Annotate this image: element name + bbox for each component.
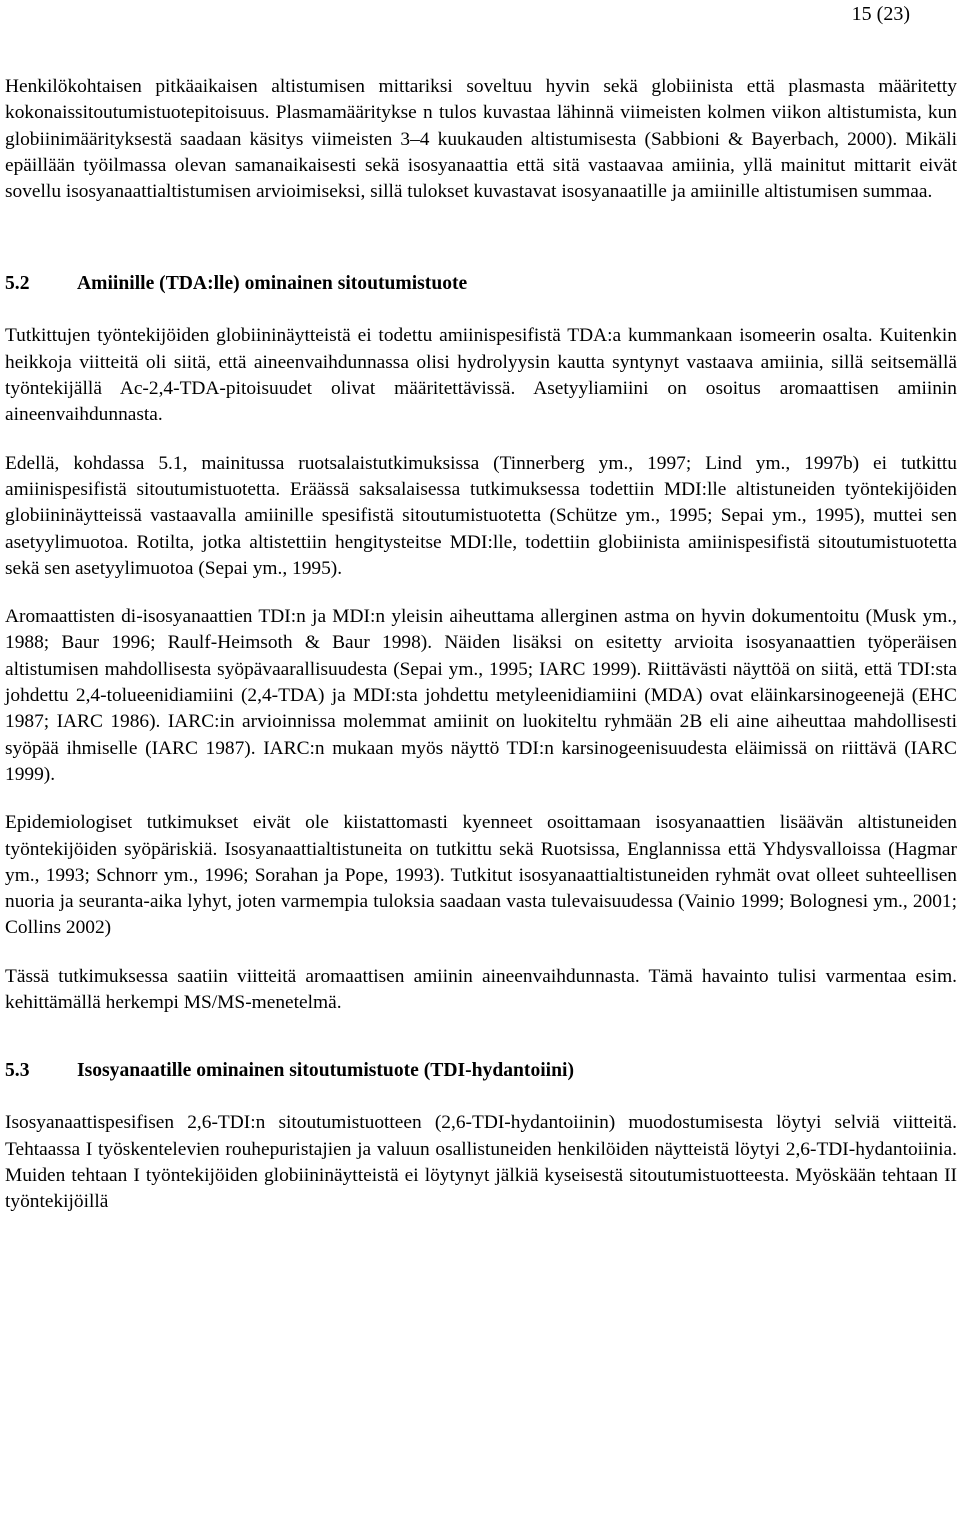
paragraph-swedish-studies: Edellä, kohdassa 5.1, mainitussa ruotsalaistutkimuksissa (Tinnerberg ym., 1997; Lind ym., 1997b) ei tutkittu amiinispesifistä sitoutumistuotetta. Eräässä saksalaisessa tutkimuksessa todettiin MDI:lle altistuneiden työntekijöiden globiininäytteissä vastaavalla amiinille spesifistä sitoutumistuotetta (Schütze ym., 1995; Sepai ym., 1995), muttei sen asetyylimuotoa. Rotilta, jotka altistettiin hengitysteitse MDI:lle, todettiin globiinista amiinispesifistä sitoutumistuotetta sekä sen asetyylimuotoa (Sepai ym., 1995).	[5, 452, 957, 579]
document-body	[5, 74, 957, 1216]
paragraph-biomonitoring-summary: Henkilökohtaisen pitkäaikaisen altistumisen mittariksi soveltuu hyvin sekä globiinista että plasmasta määritetty kokonaissitoutumistuotepitoisuus. Plasmamääritykse n tulos kuvastaa lähinnä viimeisten kolmen viikon altistumista, kun globiinimäärityksestä saadaan käsitys viimeisten 3–4 kuukauden altistumisesta (Sabbioni & Bayerbach, 2000). Mikäli epäillään työilmassa olevan samanaikaisesti sekä isosyanaattia että sitä vastaavaa amiinia, yllä mainitut mittarit eivät sovellu isosyanaattialtistumisen arvioimiseksi, sillä tulokset kuvastavat isosyanaatille ja amiinille altistumisen summaa.	[5, 76, 957, 203]
paragraph-carcinogenicity: Aromaattisten di-isosyanaattien TDI:n ja MDI:n yleisin aiheuttama allerginen astma on hyvin dokumentoitu (Musk ym., 1988; Baur 1996; Raulf-Heimsoth & Baur 1998). Näiden lisäksi on esitetty arvioita isosyanaattien työperäisen altistumisen mahdollisesta syöpävaarallisuudesta (Sepai ym., 1995; IARC 1999). Riittävästi näyttöä on siitä, että TDI:sta johdettu 2,4-tolueenidiamiini (2,4-TDA) ja MDI:sta johdettu metyleenidiamiini (MDA) ovat eläinkarsinogeenejä (EHC 1987; IARC 1986). IARC:in arvioinnissa molemmat amiinit on luokiteltu ryhmään 2B eli aine aiheuttaa mahdollisesti syöpää ihmiselle (IARC 1987). IARC:n mukaan myös näyttö TDI:n karsinogeenisuudesta eläimissä on riittävä (IARC 1999).	[5, 606, 957, 785]
section-number: 5.2	[5, 273, 30, 295]
section-title: Amiinille (TDA:lle) ominainen sitoutumistuote	[77, 273, 468, 295]
paragraph-epidemiology: Epidemiologiset tutkimukset eivät ole kiistattomasti kyenneet osoittamaan isosyanaattien lisäävän altistuneiden työntekijöiden syöpäriskiä. Isosyanaattialtistuneita on tutkittu sekä Ruotsissa, Englannissa että Yhdysvalloissa (Hagmar ym., 1993; Schnorr ym., 1996; Sorahan ja Pope, 1993). Tutkitut isosyanaattialtistuneiden ryhmät ovat olleet suhteellisen nuoria ja seuranta-aika lyhyt, joten varmempia tuloksia saadaan vasta tulevaisuudessa (Vainio 1999; Bolognesi ym., 2001; Collins 2002)	[5, 812, 957, 939]
paragraph-tda-globin: Tutkittujen työntekijöiden globiininäytteistä ei todettu amiinispesifistä TDA:a kummankaan isomeerin osalta. Kuitenkin heikkoja viitteitä oli siitä, että aineenvaihdunnassa olisi hydrolyysin kautta syntynyt vastaava amiinia, sillä seitsemällä työntekijällä Ac-2,4-TDA-pitoisuudet olivat määritettävissä. Asetyyliamiini on osoitus aromaattisen amiinin aineenvaihdunnasta.	[5, 325, 957, 426]
page-number: 15 (23)	[851, 3, 910, 25]
section-heading-5-3	[5, 1058, 957, 1084]
paragraph-tdi-hydantoin: Isosyanaattispesifisen 2,6-TDI:n sitoutumistuotteen (2,6-TDI-hydantoiinin) muodostumisesta löytyi selviä viitteitä. Tehtaassa I työskentelevien rouhepuristajien ja valuun osallistuneiden henkilöiden näytteistä löytyi 2,6-TDI-hydantoiinia. Muiden tehtaan I työntekijöiden globiininäytteistä ei löytynyt jälkiä kyseisestä sitoutumistuotteesta. Myöskään tehtaan II työntekijöillä	[5, 1112, 957, 1213]
paragraph-conclusion: Tässä tutkimuksessa saatiin viitteitä aromaattisen amiinin aineenvaihdunnasta. Tämä havainto tulisi varmentaa esim. kehittämällä herkempi MS/MS-menetelmä.	[5, 965, 957, 1014]
section-number: 5.3	[5, 1060, 30, 1082]
section-spacer	[5, 1016, 957, 1058]
section-spacer	[5, 205, 957, 271]
section-heading-5-2	[5, 271, 957, 297]
section-title: Isosyanaatille ominainen sitoutumistuote (TDI-hydantoiini)	[77, 1060, 574, 1082]
